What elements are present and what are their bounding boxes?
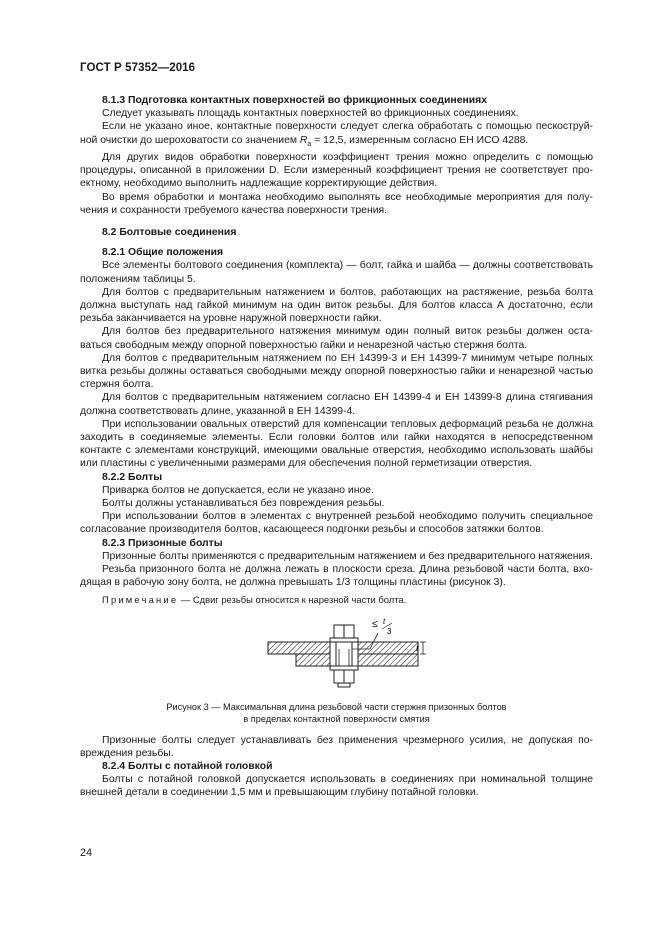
figure-caption-line-2: в пределах контактной поверхности смятия	[243, 713, 430, 724]
heading-8-2-1: 8.2.1 Общие положения	[102, 247, 224, 259]
roughness-symbol: R	[299, 134, 308, 146]
upper-plate-left	[268, 642, 330, 654]
bolt-shank	[336, 642, 352, 666]
paragraph: Для болтов с предварительным натяжением по ЕН 14399-3 и ЕН 14399-7 минимум четыре полных витка резьбы должны оставаться свободными между опорной поверхностью гайки и ненарезной частью стержня болта.	[80, 352, 593, 391]
note-label: Примечание	[102, 594, 179, 606]
roughness-subscript: a	[307, 140, 312, 148]
paragraph: Для других видов обработки поверхности коэффициент трения можно определить с помощью процедуры, описанной в приложении D. Если измеренный коэффициент трения не соответствует проектному, необходимо выполнить надлежащие корректирующие действия.	[80, 151, 593, 190]
washer-top	[330, 638, 358, 642]
paragraph: Болты с потайной головкой допускается использовать в соединениях при номинальной толщине внешней детали в соединении 1,5 мм и превышающим глубину потайной головки.	[80, 774, 593, 799]
paragraph-roughness	[80, 120, 593, 150]
label-t-thickness: t	[416, 642, 419, 653]
heading-8-2-4: 8.2.4 Болты с потайной головкой	[102, 761, 273, 772]
heading-8-2: 8.2 Болтовые соединения	[102, 226, 237, 238]
paragraph-text: = 12,5, измеренным согласно ЕН ИСО 4288.	[311, 134, 529, 146]
fitted-bolt-diagram	[266, 613, 426, 701]
lower-plate-right	[358, 654, 418, 666]
heading-8-2-2: 8.2.2 Болты	[102, 471, 163, 483]
paragraph: Резьба призонного болта не должна лежать в плоскости среза. Длина резьбовой части болта, входящая в рабочую зону болта, не должна превышать 1/3 толщины пластины (рисунок 3).	[80, 563, 593, 589]
paragraph: Болты должны устанавливаться без повреждения резьбы.	[102, 497, 385, 509]
paragraph: При использовании болтов в элементах с внутренней резьбой необходимо получить специальное согласование производителя болтов, касающееся подгонки резьбы и способов затяжки болтов.	[80, 511, 593, 536]
upper-plate-right	[358, 642, 418, 654]
figure-caption-line-1: Рисунок 3 — Максимальная длина резьбовой части стержня призонных болтов	[166, 701, 507, 712]
standard-header: ГОСТ Р 57352—2016	[80, 62, 196, 74]
label-less-equal: ≤	[372, 618, 378, 630]
paragraph: Для болтов с предварительным натяжением согласно ЕН 14399-4 и ЕН 14399-8 длина стягивания должна соответствовать длине, указанной в ЕН 14399-4.	[80, 392, 593, 417]
paragraph: Для болтов без предварительного натяжения минимум один полный виток резьбы должен оставаться свободным между опорной поверхностью гайки и ненарезной частью стержня болта.	[80, 326, 593, 351]
paragraph: Приварка болтов не допускается, если не указано иное.	[102, 484, 374, 496]
paragraph: Следует указывать площадь контактных поверхностей во фрикционных соединениях.	[102, 108, 519, 120]
paragraph: Для болтов с предварительным натяжением и болтов, работающих на растяжение, резьба болта должна выступать над гайкой минимум на один виток резьбы. Для болтов класса А достаточно, если резьба заканчивается на уровне наружной поверхности гайки.	[80, 286, 593, 325]
lower-plate-left	[296, 654, 330, 666]
washer-bottom	[330, 666, 358, 670]
paragraph: Во время обработки и монтажа необходимо выполнять все необходимые мероприятия для получения и сохранности требуемого качества поверхности трения.	[80, 191, 593, 216]
heading-8-1-3: 8.1.3 Подготовка контактных поверхностей во фрикционных соединениях	[102, 95, 487, 106]
heading-8-2-3: 8.2.3 Призонные болты	[102, 537, 223, 549]
label-t-numerator: t	[383, 616, 386, 626]
paragraph: Призонные болты применяются с предварительным натяжением и без предварительного натяжения.	[102, 550, 593, 562]
note-text: — Сдвиг резьбы относится к нарезной части болта.	[178, 594, 407, 606]
page-body	[80, 94, 593, 800]
note	[80, 593, 593, 606]
paragraph-text: Если не указано иное, контактные поверхности следует слегка обработать с помощью пескоструйной очистки до шероховатости со значением	[80, 121, 593, 146]
paragraph: Все элементы болтового соединения (комплекта) — болт, гайка и шайба — должны соответствовать положениям таблицы 5.	[80, 260, 593, 285]
page-number: 24	[80, 847, 93, 859]
paragraph: При использовании овальных отверстий для компенсации тепловых деформаций резьба не должна заходить в соединяемые элементы. Если головки болтов или гайки находятся в непосредственном контакте с элементами конструкций, имеющими овальные отверстия, необходимо использовать шайбы или пластины с увеличенными размерами для обеспечения полной герметизации отверстия.	[80, 418, 593, 470]
paragraph: Призонные болты следует устанавливать без применения чрезмерного усилия, не допуская повреждения резьбы.	[80, 734, 593, 759]
label-3-denominator: 3	[387, 626, 392, 636]
figure-3	[80, 613, 593, 701]
